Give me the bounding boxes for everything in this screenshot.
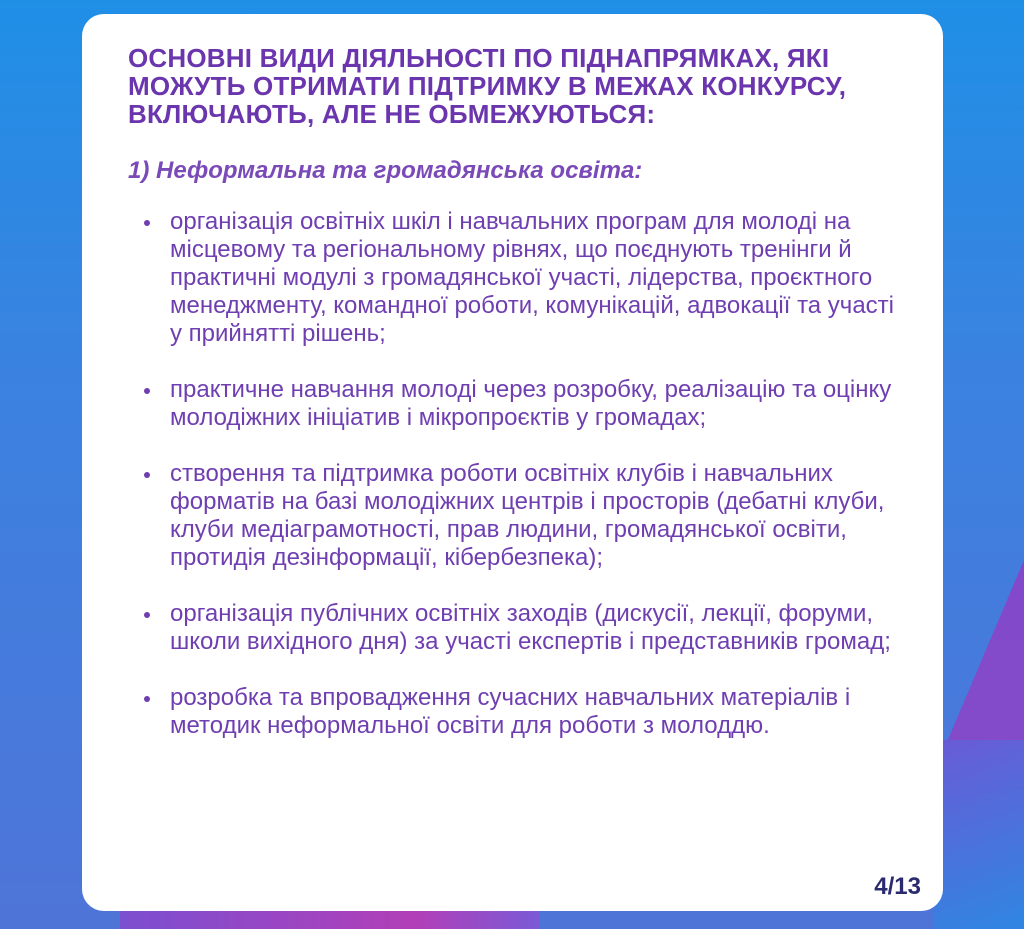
list-item [128, 208, 897, 348]
page-counter: 4/13 [874, 873, 921, 900]
bullet-icon [144, 220, 150, 226]
content-card [82, 14, 943, 911]
bullet-icon [144, 696, 150, 702]
bullet-icon [144, 388, 150, 394]
list-item-text: організація освітніх шкіл і навчальних програм для молоді на місцевому та регіональному рівнях, що поєднують тренінги й практичні модулі з громадянської участі, лідерства, проєктного менеджменту, командної роботи, комунікацій, адвокації та участі у прийнятті рішень; [170, 208, 894, 347]
list-item [128, 460, 897, 572]
card-subheading: 1) Неформальна та громадянська освіта: [128, 157, 643, 184]
activity-list [128, 208, 897, 740]
list-item [128, 600, 897, 656]
list-item-text: організація публічних освітніх заходів (дискусії, лекції, форуми, школи вихідного дня) за участі експертів і представників громад; [170, 600, 891, 655]
list-item [128, 684, 897, 740]
background-shape-right-bottom [934, 740, 1024, 929]
bullet-icon [144, 612, 150, 618]
list-item-text: практичне навчання молоді через розробку, реалізацію та оцінку молодіжних ініціатив і мікропроєктів у громадах; [170, 376, 892, 431]
bullet-icon [144, 472, 150, 478]
list-item-text: створення та підтримка роботи освітніх клубів і навчальних форматів на базі молодіжних центрів і просторів (дебатні клуби, клуби медіаграмотності, прав людини, громадянської освіти, протидія дезінформації, кібербезпека); [170, 460, 885, 571]
list-item [128, 376, 897, 432]
card-heading: ОСНОВНІ ВИДИ ДІЯЛЬНОСТІ ПО ПІДНАПРЯМКАХ, ЯКІ МОЖУТЬ ОТРИМАТИ ПІДТРИМКУ В МЕЖАХ КОНКУРСУ, ВКЛЮЧАЮТЬ, АЛЕ НЕ ОБМЕЖУЮТЬСЯ: [128, 43, 847, 129]
list-item-text: розробка та впровадження сучасних навчальних матеріалів і методик неформальної освіти для роботи з молоддю. [170, 684, 851, 739]
